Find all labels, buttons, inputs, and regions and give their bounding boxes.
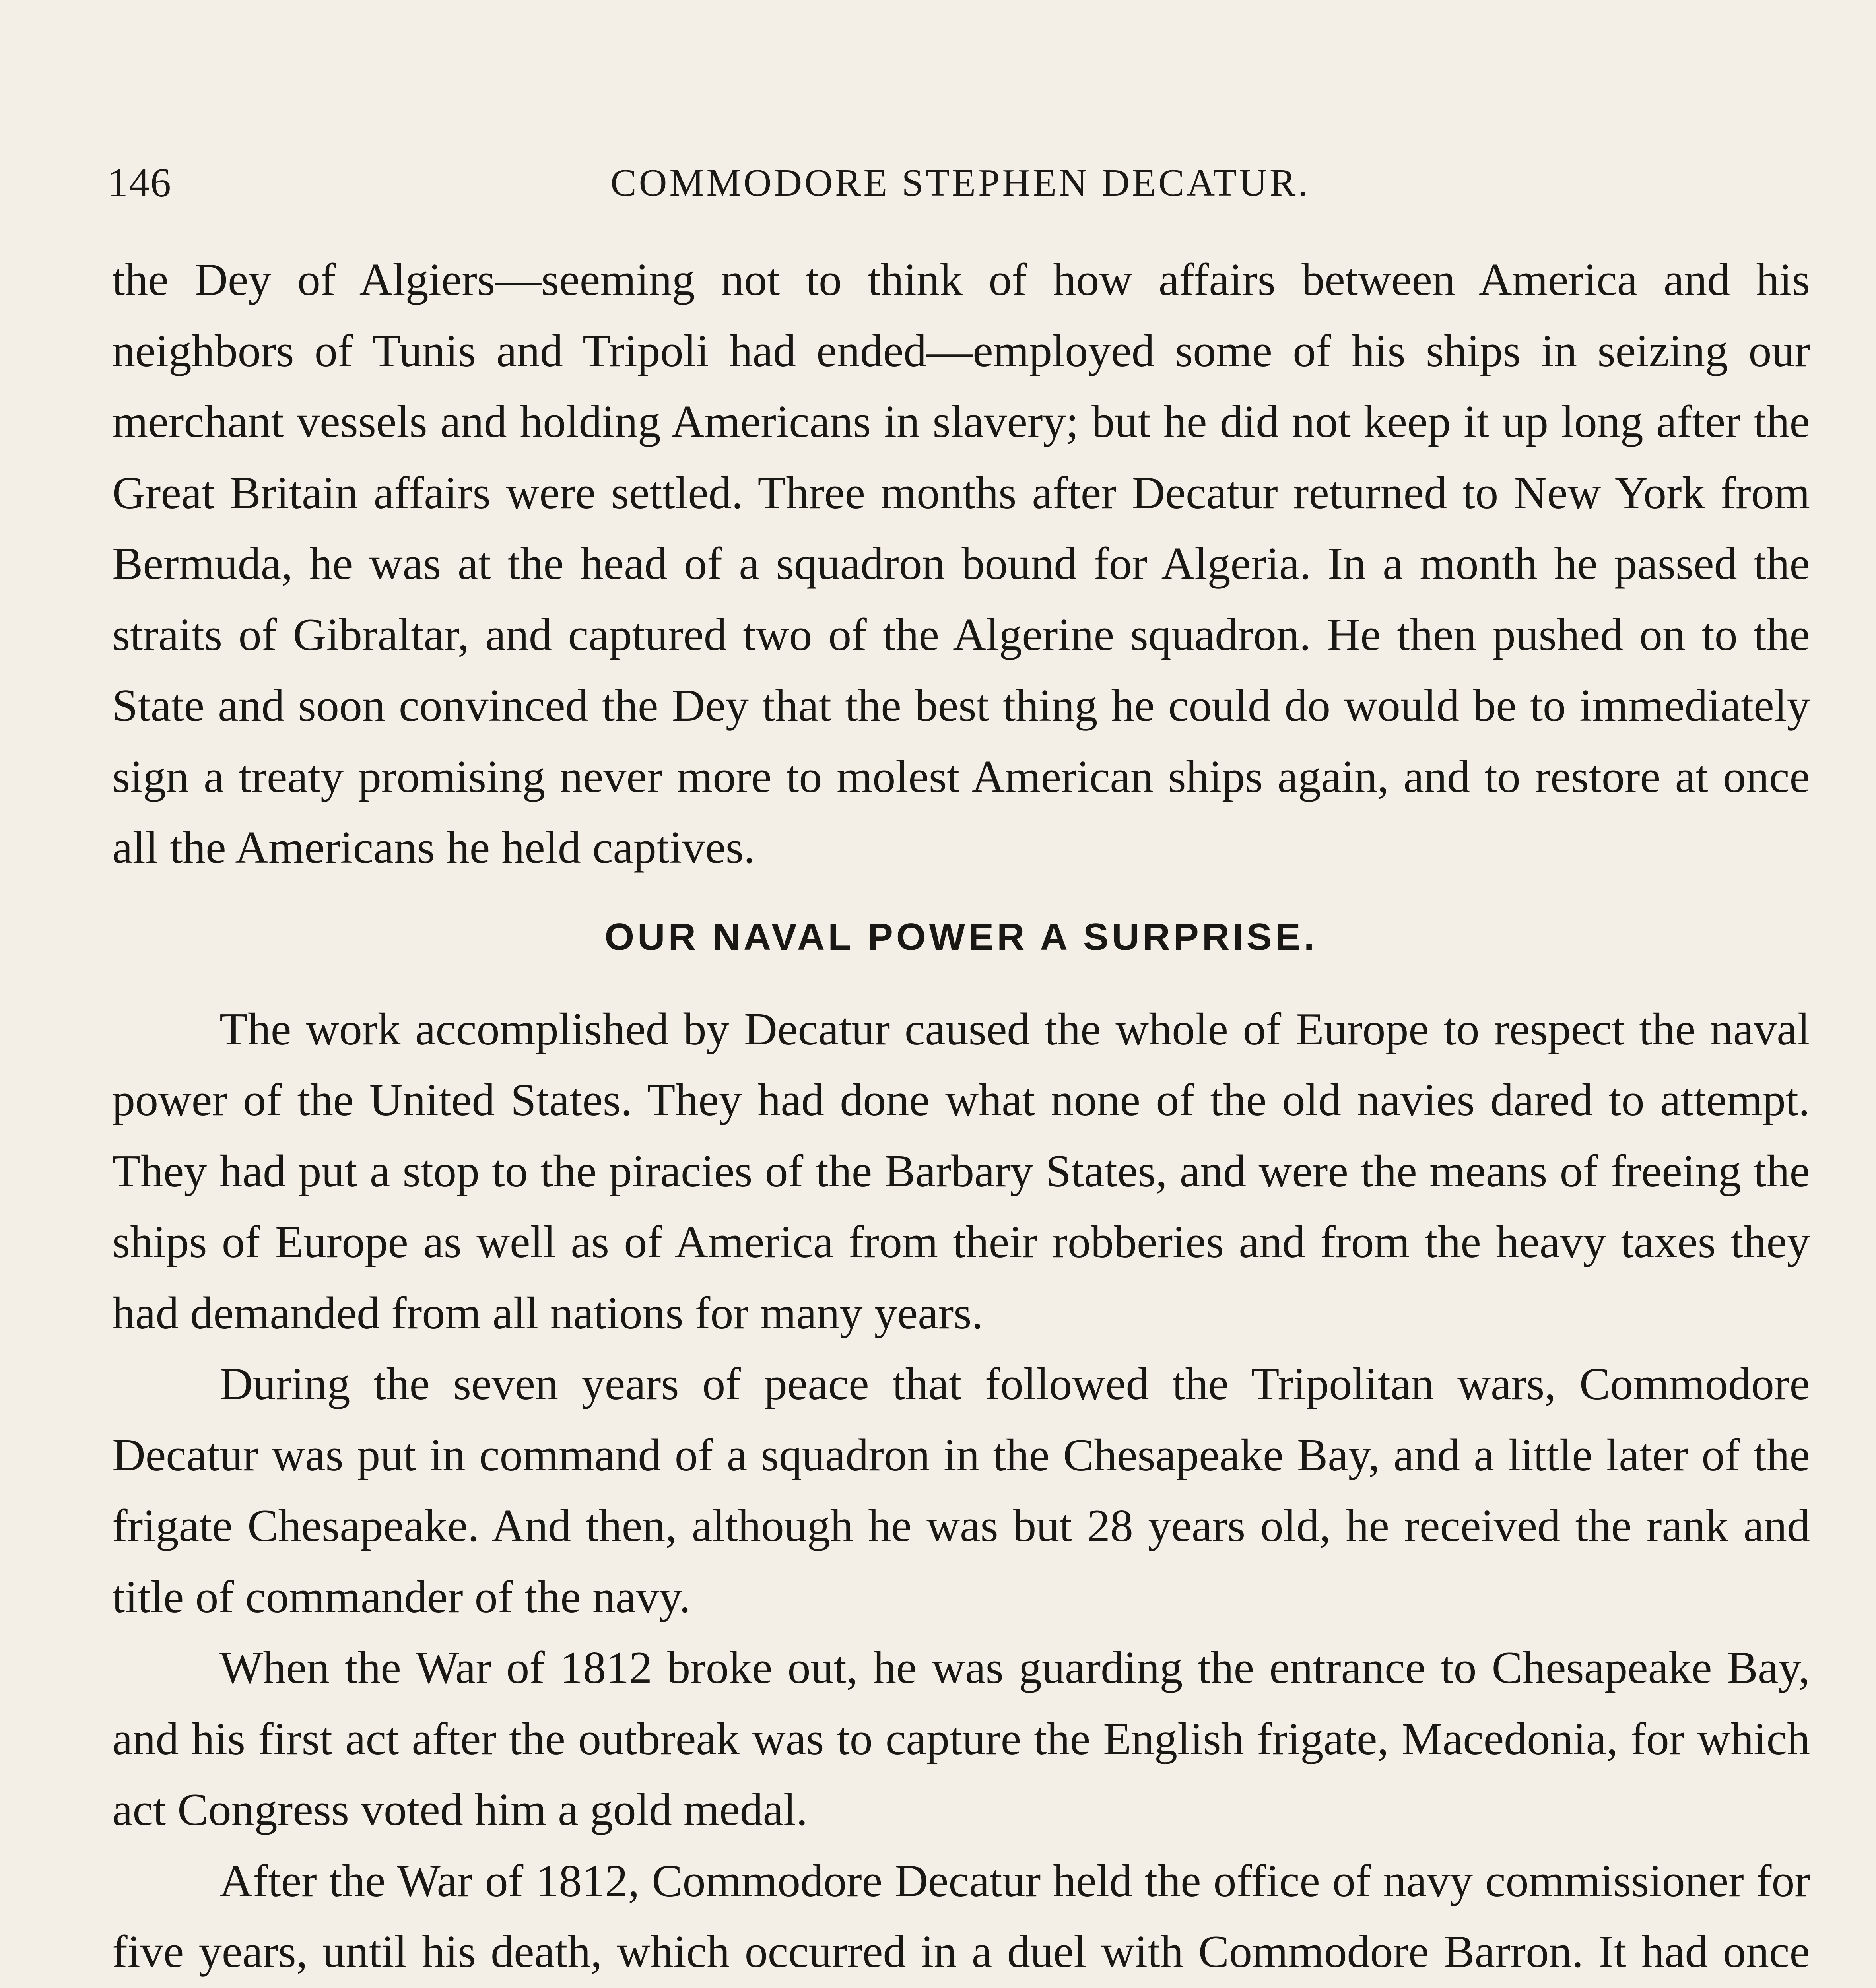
body-text xyxy=(112,245,1810,1988)
section-heading: OUR NAVAL POWER A SURPRISE. xyxy=(604,915,1318,958)
paragraph-4: When the War of 1812 broke out, he was guarding the entrance to Chesapeake Bay, and his first act after the outbreak was to capture the English frigate, Macedonia, for which act Congress voted him a gold medal. xyxy=(112,1642,1810,1835)
paragraph-5: After the War of 1812, Commodore Decatur held the office of navy commissioner for five years, until his death, which occurred in a duel with Commodore Barron. It had once xyxy=(112,1855,1810,1977)
paragraph-3: During the seven years of peace that followed the Tripolitan wars, Commodore Decatur was put in command of a squadron in the Chesapeake Bay, and a little later of the frigate Chesapeake. And then, although he was but 28 years old, he received the rank and title of commander of the navy. xyxy=(112,1359,1810,1623)
paragraph-1: the Dey of Algiers—seeming not to think of how affairs between America and his neighbors of Tunis and Tripoli had ended—employed some of his ships in seizing our merchant vessels and holding Americans in slavery; but he did not keep it up long after the Great Britain affairs were settled. Three months after Decatur returned to New York from Bermuda, he was at the head of a squadron bound for Algeria. In a month he passed the straits of Gibraltar, and captured two of the Algerine squadron. He then pushed on to the State and soon convinced the Dey that the best thing he could do would be to immediately sign a treaty promising never more to molest American ships again, and to restore at once all the Americans he held captives. xyxy=(112,254,1810,873)
page-number: 146 xyxy=(107,160,172,206)
book-title: COMMODORE STEPHEN DECATUR. xyxy=(610,161,1310,204)
paragraph-2: The work accomplished by Decatur caused the whole of Europe to respect the naval power of the United States. They had done what none of the old navies dared to attempt. They had put a stop to the piracies of the Barbary States, and were the means of freeing the ships of Europe as well as of America from their robberies and from the heavy taxes they had demanded from all nations for many years. xyxy=(112,1004,1810,1339)
running-head xyxy=(107,155,1813,211)
